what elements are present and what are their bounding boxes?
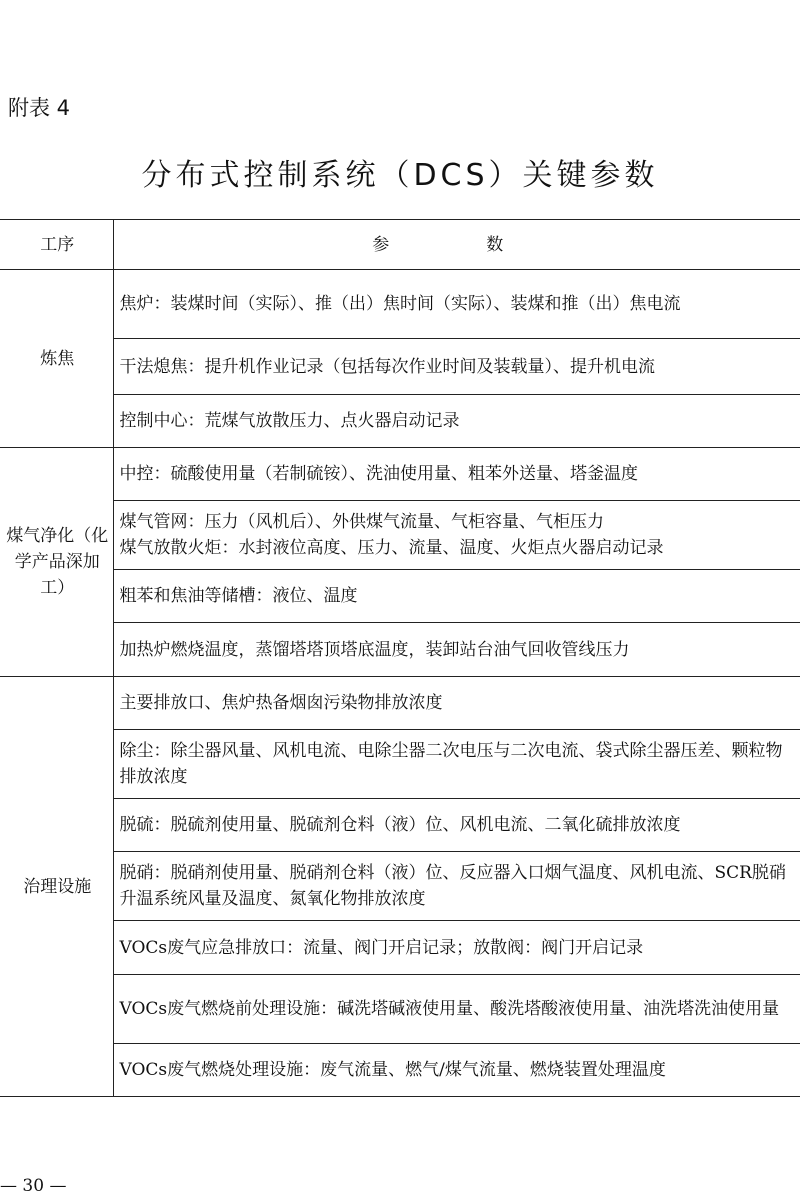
table-row	[0, 395, 800, 448]
table-row	[0, 1044, 800, 1097]
dcs-parameters-table	[0, 219, 800, 1097]
table-row	[0, 852, 800, 921]
appendix-label: 附表 4	[8, 96, 71, 120]
param-cell: 粗苯和焦油等储槽：液位、温度	[113, 570, 800, 623]
param-cell: VOCs废气应急排放口：流量、阀门开启记录；放散阀：阀门开启记录	[113, 921, 800, 975]
table-row	[0, 921, 800, 975]
page-title: 分布式控制系统（DCS）关键参数	[141, 158, 659, 193]
param-cell: 焦炉：装煤时间（实际）、推（出）焦时间（实际）、装煤和推（出）焦电流	[113, 270, 800, 339]
param-cell: 主要排放口、焦炉热备烟囱污染物排放浓度	[113, 677, 800, 730]
param-cell: VOCs废气燃烧处理设施：废气流量、燃气/煤气流量、燃烧装置处理温度	[113, 1044, 800, 1097]
table-row	[0, 270, 800, 339]
table-row	[0, 975, 800, 1044]
table-row	[0, 570, 800, 623]
param-cell: 脱硫：脱硫剂使用量、脱硫剂仓料（液）位、风机电流、二氧化硫排放浓度	[113, 799, 800, 852]
param-cell: 脱硝：脱硝剂使用量、脱硝剂仓料（液）位、反应器入口烟气温度、风机电流、SCR脱硝升温系统风量及温度、氮氧化物排放浓度	[113, 852, 800, 921]
table-row	[0, 623, 800, 677]
table-row	[0, 501, 800, 570]
table-row	[0, 448, 800, 501]
header-parameters: 参 数	[113, 220, 800, 270]
param-cell: 控制中心：荒煤气放散压力、点火器启动记录	[113, 395, 800, 448]
param-cell: 干法熄焦：提升机作业记录（包括每次作业时间及装载量）、提升机电流	[113, 339, 800, 395]
process-cell-treatment: 治理设施	[0, 677, 113, 1097]
header-process: 工序	[0, 220, 113, 270]
param-line: 煤气管网：压力（风机后）、外供煤气流量、气柜容量、气柜压力	[119, 512, 604, 532]
table-header-row	[0, 220, 800, 270]
table-row	[0, 677, 800, 730]
page-number: — 30 —	[0, 1176, 67, 1196]
table-row	[0, 339, 800, 395]
param-cell: VOCs废气燃烧前处理设施：碱洗塔碱液使用量、酸洗塔酸液使用量、油洗塔洗油使用量	[113, 975, 800, 1044]
table-row	[0, 730, 800, 799]
param-cell: 加热炉燃烧温度，蒸馏塔塔顶塔底温度，装卸站台油气回收管线压力	[113, 623, 800, 677]
param-line: 煤气放散火炬：水封液位高度、压力、流量、温度、火炬点火器启动记录	[119, 538, 664, 558]
param-cell: 中控：硫酸使用量（若制硫铵）、洗油使用量、粗苯外送量、塔釜温度	[113, 448, 800, 501]
param-cell: 除尘：除尘器风量、风机电流、电除尘器二次电压与二次电流、袋式除尘器压差、颗粒物排放浓度	[113, 730, 800, 799]
process-cell-gas-purification: 煤气净化（化学产品深加工）	[0, 448, 113, 677]
table-row	[0, 799, 800, 852]
param-cell-multi	[113, 501, 800, 570]
process-cell-coking: 炼焦	[0, 270, 113, 448]
